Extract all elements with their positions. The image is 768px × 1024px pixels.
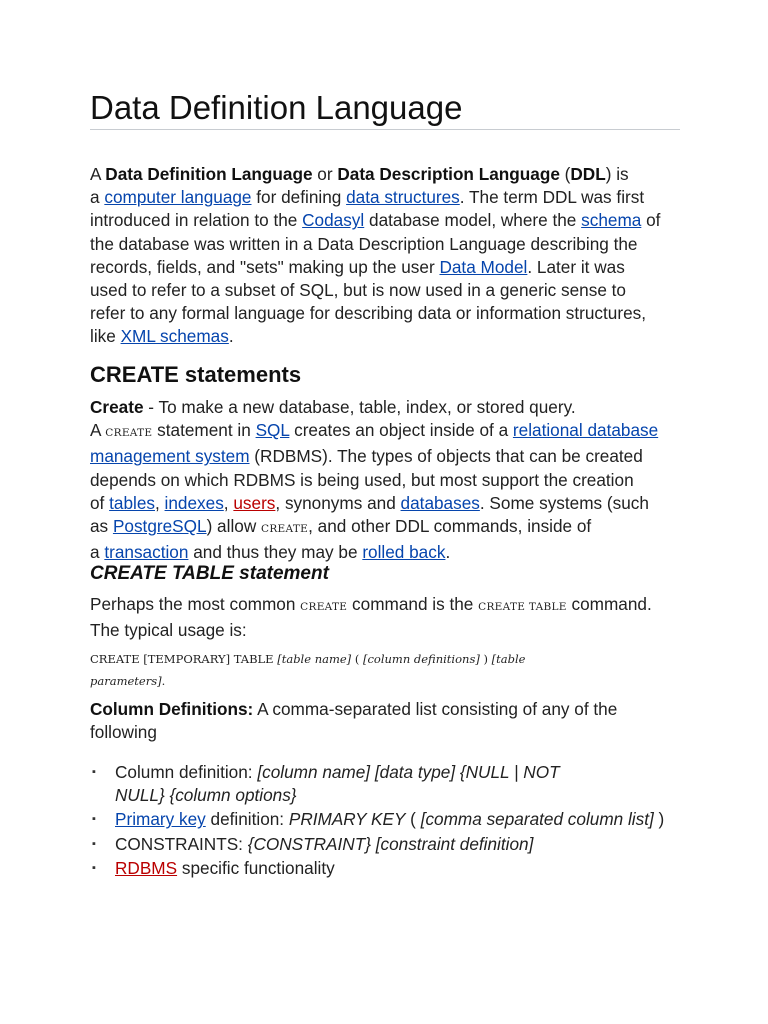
text-run: of [90,492,110,513]
text-line [90,721,690,744]
text-line [90,396,690,419]
text-run: , and other DDL commands, inside of [308,516,592,537]
text-run: command. [566,594,652,614]
text-line [90,492,690,515]
italic-text: [comma separated column list] [420,809,654,830]
bold-term: Data Definition Language [105,164,313,184]
text-run: like [90,326,121,347]
text-run: CONSTRAINTS: [115,833,248,854]
text-run: The typical usage is: [90,620,247,641]
list-item [90,833,690,856]
link-tables[interactable]: tables [109,492,155,513]
text-run: ) [653,809,665,830]
link-users[interactable]: users [233,492,276,513]
text-run: . [161,674,166,688]
text-run: of [641,210,661,231]
italic-text: [table name] [277,652,352,666]
link-data-model[interactable]: Data Model [439,256,528,277]
link-codasyl[interactable]: Codasyl [302,210,365,231]
text-run: used to refer to a subset of SQL, but is now used in a generic sense to [90,280,626,301]
link-transaction[interactable]: transaction [104,542,189,563]
list-item [90,761,690,807]
italic-text: [column definitions] [362,652,480,666]
link-postgresql[interactable]: PostgreSQL [112,516,207,537]
list-item [90,808,690,831]
text-line [90,541,690,564]
text-run: following [90,722,157,743]
text-run: , [223,492,234,513]
code-syntax-block [90,648,690,692]
text-run: A [90,420,106,441]
column-definitions-paragraph [90,698,690,744]
text-run: definition: [205,809,289,830]
text-line [90,209,690,232]
text-run: ( [351,652,363,666]
text-run: ( [405,809,421,830]
italic-text: {CONSTRAINT} [constraint definition] [247,833,534,854]
text-line [115,808,690,831]
text-run: a [90,542,105,563]
text-line [115,784,690,807]
text-run: for defining [251,187,347,208]
link-computer-language[interactable]: computer language [104,187,252,208]
text-run: . The term DDL was first [459,187,645,208]
code-keyword: CREATE TABLE [478,601,567,613]
title-divider [90,129,680,130]
text-run: Column definition: [115,762,258,782]
create-table-paragraph [90,593,690,642]
link-management-system[interactable]: management system [90,446,250,467]
text-run: introduced in relation to the [90,210,303,231]
text-run: refer to any formal language for describing data or information structures, [90,303,647,324]
section-heading-create-table: CREATE TABLE statement [90,563,329,584]
text-line [90,593,690,619]
italic-text: parameters] [90,674,162,688]
text-run: ( [559,164,571,184]
text-line [90,302,690,325]
column-definitions-list [90,761,690,881]
italic-text: [column name] [data type] {NULL | NOT [257,762,560,782]
bold-term: Data Description Language [337,164,560,184]
text-run: - To make a new database, table, index, or stored query. [143,397,576,417]
text-run: creates an object inside of a [289,420,513,441]
page-title: Data Definition Language [90,89,463,126]
text-line [90,670,690,692]
intro-paragraph [90,163,690,349]
text-run: . Some systems (such [479,492,649,513]
code-keyword: CREATE [105,427,153,440]
text-line [90,186,690,209]
text-run: , synonyms and [275,492,401,513]
text-line [90,445,690,468]
text-line [90,648,690,670]
bold-term: Create [90,397,144,417]
text-run: . Later it was [527,256,625,277]
link-sql[interactable]: SQL [255,420,290,441]
italic-text: [table [491,652,526,666]
text-line [90,163,690,186]
text-line [90,619,690,642]
link-databases[interactable]: databases [400,492,480,513]
text-run: database model, where the [364,210,582,231]
text-run: , [154,492,165,513]
link-schema[interactable]: schema [581,210,642,231]
link-xml-schemas[interactable]: XML schemas [120,326,229,347]
text-run: as [90,516,113,537]
text-run: statement in [152,420,256,441]
link-indexes[interactable]: indexes [164,492,224,513]
text-run: Perhaps the most common [90,594,301,614]
link-primary-key[interactable]: Primary key [115,809,206,830]
text-run: . [228,326,234,347]
text-line [90,515,690,541]
text-run: a [90,187,105,208]
text-run: the database was written in a Data Description Language describing the [90,233,638,254]
code-keyword: CREATE [300,601,348,613]
bold-term: Column Definitions: [90,699,254,719]
text-line [90,279,690,302]
link-relational-database[interactable]: relational database [512,420,659,441]
text-run: specific functionality [177,857,335,878]
create-statements-paragraph [90,396,690,564]
link-rdbms[interactable]: RDBMS [115,857,178,878]
text-line [90,469,690,492]
text-run: (RDBMS). The types of objects that can be created [249,446,643,467]
text-line [115,833,690,856]
text-line [90,233,690,256]
text-run: and thus they may be [188,542,363,563]
text-run: ) is [605,164,629,184]
bullet-marker-icon: ▪ [92,837,96,850]
bullet-marker-icon: ▪ [92,861,96,874]
section-heading-create-statements: CREATE statements [90,362,302,387]
link-rolled-back[interactable]: rolled back [362,542,446,563]
text-run: depends on which RDBMS is being used, but most support the creation [90,469,634,490]
bold-term: DDL [570,164,606,184]
text-run: command is the [347,594,479,614]
code-keyword: CREATE [261,523,309,536]
text-line [115,857,690,880]
text-line [90,419,690,445]
bullet-marker-icon: ▪ [92,766,96,778]
text-line [90,256,690,279]
text-run: A comma-separated list consisting of any of the [253,699,618,719]
link-data-structures[interactable]: data structures [346,187,460,208]
text-run: records, fields, and "sets" making up the user [90,256,440,277]
text-run: CREATE [TEMPORARY] TABLE [90,652,278,666]
text-run: or [312,164,338,184]
text-line [115,761,690,784]
text-line [90,698,690,721]
list-item [90,857,690,880]
text-run: . [445,542,451,563]
text-run: ) [479,652,492,666]
italic-text: PRIMARY KEY [288,809,406,830]
text-line [90,325,690,348]
italic-text: NULL} {column options} [115,785,297,806]
bullet-marker-icon: ▪ [92,813,96,826]
text-run: A [90,164,106,184]
text-run: ) allow [206,516,262,537]
